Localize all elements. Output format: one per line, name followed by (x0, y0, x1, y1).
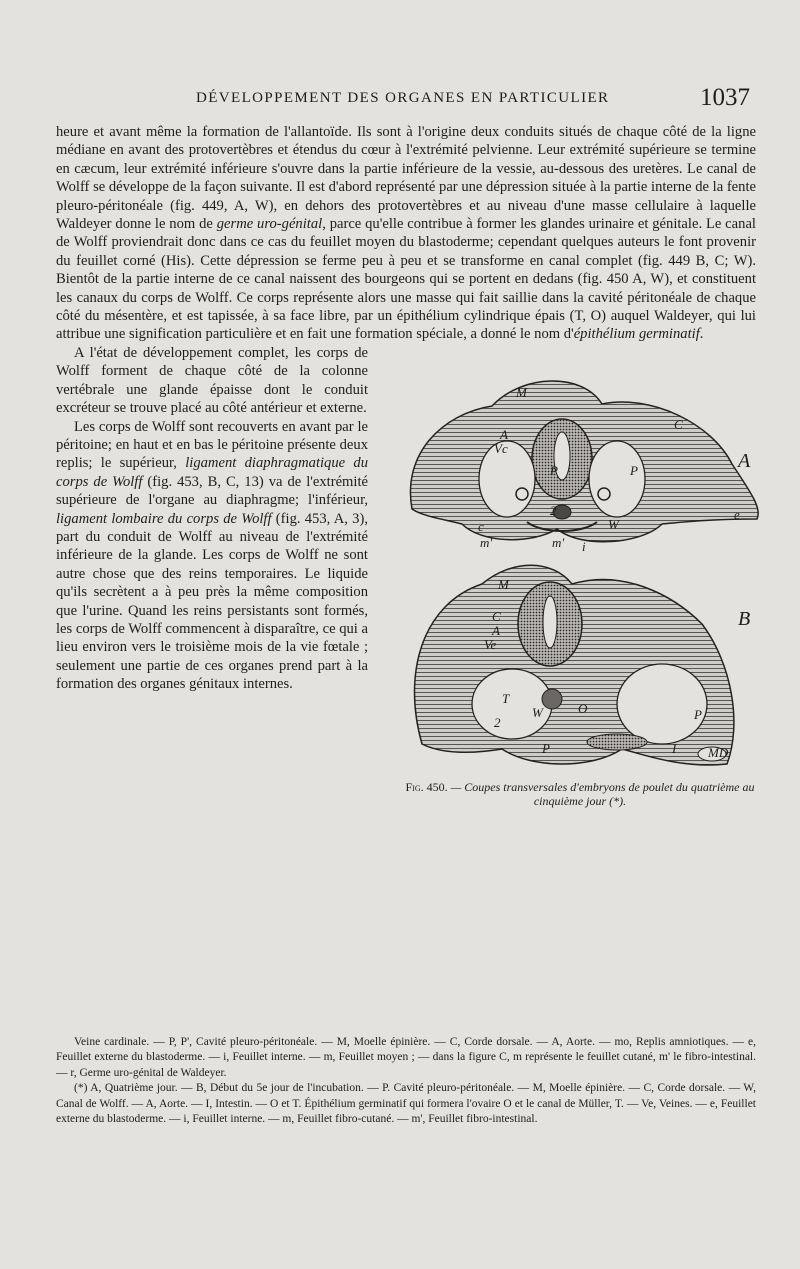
emphasis: ligament lombaire du corps de Wolff (56, 510, 272, 527)
label-md: MD (708, 744, 729, 760)
label-w: W (608, 516, 619, 532)
page-number: 1037 (700, 84, 750, 111)
label-m: M (498, 576, 509, 592)
paragraph-2: A l'état de développement complet, les corps de Wolff forment de chaque côté de la colonne vertébrale une glande épaisse dont le conduit excréteur se trouve placé au côté antérieur et externe. (56, 344, 368, 417)
panel-label-a: A (738, 449, 751, 472)
label-a: A (500, 426, 508, 442)
label-m-prime: m' (480, 534, 493, 550)
legend-line-1: Veine cardinale. — P, P', Cavité pleuro-péritonéale. — M, Moelle épinière. — C, Corde dorsale. — A, Aorte. — mo, Replis amniotiques. — e, Feuillet externe du blastoderme. — i, Feuillet interne. — m, Feuillet moyen ; — dans la figure C, m représente le feuillet cutané, m' le fibro-intestinal. — r, Germe uro-génital de Waldeyer. (56, 1036, 756, 1079)
figure-number: Fig. 450. (405, 779, 448, 794)
body-text (56, 123, 756, 820)
panel-label-b: B (738, 607, 751, 630)
page-header (0, 84, 800, 118)
label-m-prime: m' (552, 534, 565, 550)
figure-450 (382, 344, 764, 814)
label-p: P (542, 740, 550, 756)
legend-line-2: (*) A, Quatrième jour. — B, Début du 5e jour de l'incubation. — P. Cavité pleuro-péritonéale. — M, Moelle épinière. — C, Corde dorsale. — W, Canal de Wolff. — A, Aorte. — I, Intestin. — O et T. Épithélium germinatif qui formera l'ovaire O et le canal de Müller, T. — Ve, Veines. — e, Feuillet externe du blastoderme. — i, Feuillet interne. — m, Feuillet fibro-cutané. — m', Feuillet fibro-intestinal. (56, 1082, 756, 1126)
section-b (415, 565, 734, 765)
label-p: P (694, 706, 702, 722)
text-run: , parce qu'elle contribue à former les glandes urinaire et génitale. Le canal de Wolff proviendrait donc dans ce cas du feuillet moyen du blastoderme; cependant quelques auteurs le font provenir du feuillet corné (His). Cette dépression se ferme peu à peu et se transforme en canal complet (fig. 449 B, C; W). Bientôt de la partie interne de ce canal naissent des bourgeons qui se portent en dedans (fig. 450 A, W), et constituent les canaux du corps de Wolff. Ce corps représente alors une masse qui fait saillie dans la cavité péritonéale de chaque côté du mésentère, et est tapissée, à sa face libre, par un épithélium cylindrique épais (T, O) auquel Waldeyer, qui lui attribue une signification particulière et en fait une formation spéciale, a donné le nom d' (56, 216, 756, 343)
section-a (410, 381, 758, 542)
emphasis: germe uro-génital (216, 216, 323, 233)
emphasis: épithélium germinatif (573, 326, 700, 343)
label-c: C (492, 608, 501, 624)
label-vc: Vc (494, 440, 508, 456)
label-i: i (582, 538, 586, 554)
text-run: (fig. 453, B, C, 13) va de l'extrémité supérieure de l'organe au diaphragme; l'inférieur, (56, 473, 368, 509)
label-w: W (532, 704, 543, 720)
figure-title: — Coupes transversales d'embryons de poulet du quatrième au cinquième jour (*). (450, 779, 755, 808)
label-p: P (550, 462, 558, 478)
label-m: M (516, 384, 527, 400)
label-t: T (502, 690, 510, 706)
text-run: heure et avant même la formation de l'allantoïde. Ils sont à l'origine deux conduits situés de chaque côté de la ligne médiane en avant des protovertèbres et étendus du cœur à l'extrémité pelvienne. Leur extrémité supérieure se termine en cæcum, leur extrémité inférieure s'ouvre dans la partie inférieure de la vessie, au-dessous des uretères. Le canal de Wolff se développe de la façon suivante. Il est d'abord représenté par une dépression située à la partie interne de la fente pleuro-péritonéale (fig. 449, A, W), en dehors des protovertèbres et au niveau d'une masse cellulaire à laquelle Waldeyer donne le nom de (56, 124, 756, 233)
figure-caption (390, 780, 770, 808)
figure-legend (56, 1035, 756, 1127)
running-head: DÉVELOPPEMENT DES ORGANES EN PARTICULIER (196, 90, 610, 106)
text-run: Les corps de Wolff sont recouverts en avant par le péritoine; en haut et en bas le péritoine présente deux replis; le supérieur, (56, 418, 368, 472)
text-run: . (699, 326, 704, 343)
embryo-sections-illustration (382, 344, 764, 814)
label-c: C (674, 416, 683, 432)
label-o: O (578, 700, 588, 716)
label-c: c (478, 518, 484, 534)
label-e: e (734, 506, 740, 522)
label-i: I (672, 740, 677, 756)
label-2: 2 (494, 714, 501, 730)
emphasis: ligament diaphragmatique du corps de Wolff (56, 455, 368, 490)
text-run: (fig. 453, A, 3), part du conduit de Wolff au niveau de l'extrémité inférieure de la glande. Les corps de Wolff ne sont autre chose que des reins temporaires. Le liquide qu'ils secrètent a à peu près la même composition que l'urine. Quand les reins persistants sont formés, les corps de Wolff commencent à disparaître, ce qui a lieu environ vers le troisième mois de la vie fœtale ; seulement une partie de ces organes prend part à la formation des organes génitaux internes. (56, 510, 368, 693)
label-a: A (492, 622, 500, 638)
label-2: 2 (550, 502, 557, 518)
label-ve: Ve (484, 636, 497, 652)
label-p: P (630, 462, 638, 478)
